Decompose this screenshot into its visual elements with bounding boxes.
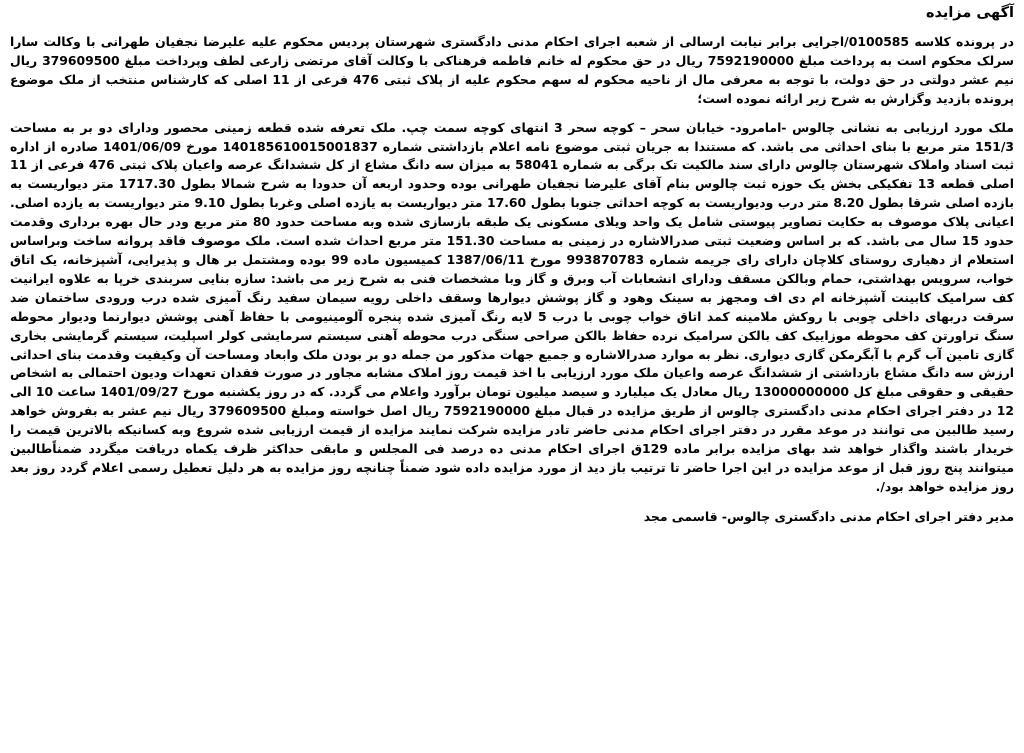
signature-line: مدیر دفتر اجرای احکام مدنی دادگستری چالوس- قاسمی مجد <box>643 508 1014 524</box>
case-summary-paragraph: در پرونده کلاسه 0100585/اجرایی برابر نیابت ارسالی از شعبه اجرای احکام مدنی دادگستری شهرستان پردیس محکوم علیه علیرضا نجفیان طهرانی با وکالت سارا سرلک محکوم است به پرداخت مبلغ 7592190000 ریال در حق محکوم له خانم فاطمه فرهناکی با وکالت آقای مرتضی زارعی لطف وپرداخت مبلغ 379609500 ریال نیم عشر دولتی در حق دولت، با توجه به معرفی مال از ناحیه محکوم له سهم محکوم علیه از پلاک ثبتی 476 فرعی از 11 اصلی که کارشناس منتخب از ملک موضوع پرونده بازدید وگزارش به شرح زیر ارائه نموده است؛ <box>10 34 1014 106</box>
property-description-paragraph: ملک مورد ارزیابی به نشانی چالوس -امامرود- خیابان سحر – کوچه سحر 3 انتهای کوچه سمت چپ. ملک تعرفه شده قطعه زمینی محصور ودارای دو بر به مساحت 151/3 متر مربع با بنای احداثی می باشد. که مستندا به جریان ثبتی موضوع نامه اعلام بازداشتی شماره 140185610015001837 مورخ 1401/06/09 صادره از اداره ثبت اسناد واملاک شهرستان چالوس دارای سند مالکیت تک برگی به شماره 58041 به میزان سه دانگ مشاع از کل ششدانگ عرصه واعیان پلاک ثبتی 476 فرعی از 11 اصلی قطعه 13 تفکیکی بخش یک حوزه ثبت چالوس بنام آقای علیرضا نجفیان طهرانی بوده وحدود اربعه آن حدودا به شرح شمالا بطول 1717.30 متر دیواریست به بازده اصلی شرقا بطول 8.20 متر درب ودیواریست به کوچه احداثی جنوبا بطول 17.60 متر دیواریست به یازده اصلی وغربا بطول 9.10 متر دیواریست به یازده اصلی. اعیانی پلاک موصوف به حکایت تصاویر پیوستی شامل یک واحد ویلای مسکونی یک طبقه بازسازی شده وبه مساحت حدود 80 متر مربع ودر حال بهره برداری وقدمت حدود 15 سال می باشد. که بر اساس وضعیت ثبتی صدرالاشاره در زمینی به مساحت 151.30 متر مربع احداث شده است. ملک موصوف فاقد پروانه ساخت وبراساس استعلام از دهیاری روستای کلاچان دارای رای جریمه شماره 993870783 مورخ 1387/06/11 کمیسیون ماده 99 بوده ومشتمل بر هال و پذیرایی، آشپزخانه، یک اتاق خواب، سرویس بهداشتی، حمام وبالکن مسقف ودارای انشعابات آب وبرق و گاز وبا مشخصات فنی به شرح زیر می باشد: سازه بنایی سربندی خرپا به علاوه ایرانیت کف سرامیک کابینت آشپزخانه ام دی اف ومجهز به سینک وهود و گاز پوشش دیوارها وسقف داخلی رویه سیمان سفید رنگ آمیزی شده درب ورودی ساختمان ضد سرقت دربهای داخلی چوبی با روکش ملامینه کمد اتاق خواب چوبی با درب 5 لایه رنگ آمیزی شده پنجره آلومینیومی با حفاظ آهنی پوشش دیوارنما ودیوار محوطه سنگ تراورتن کف محوطه موزاییک کف بالکن سرامیک نرده حفاظ بالکن صراحی سنگی درب محوطه آهنی سیستم سرمایشی کولر اسپلیت، سیستم گرمایشی بخاری گازی تامین آب گرم با آبگرمکن گازی دیواری. نظر به موارد صدرالاشاره و جمیع جهات مذکور من جمله دو بر بودن ملک وابعاد ومساحت آن وکیفیت وقدمت بنای احداثی ارزش سه دانگ مشاع بازداشتی از ششدانگ عرصه واعیان ملک مورد ارزیابی با اخذ قیمت روز املاک مشابه مجاور در صورت فقدان تعهدات ودیون احتمالی به اشخاص حقیقی و حقوقی مبلغ کل 13000000000 ریال معادل یک میلیارد و سیصد میلیون تومان برآورد واعلام می گردد. که در روز یکشنبه مورخ 1401/09/27 ساعت 10 الی 12 در دفتر اجرای احکام مدنی دادگستری چالوس از طریق مزایده در قبال مبلغ 7592190000 ریال اصل خواسته ومبلغ 379609500 ریال نیم عشر به بفروش خواهد رسید طالبین می توانند در موعد مقرر در دفتر اجرای احکام مدنی حاضر تادر مزایده شرکت نمایند مزایده از قیمت ارزیابی شده شروع وبه کسانیکه بالاترین قیمت را خریدار باشند واگذار خواهد شد بهای مزایده برابر ماده 129ق اجرای احکام مدنی ده درصد فی المجلس و مابقی حداکثر ظرف یکماه دریافت میگردد ضمناًطالبین میتوانند پنج روز قبل از موعد مزایده در این اجرا حاضر تا ترتیب باز دید از مورد مزایده داده شود ضمناً چنانچه روز مزایده به هر دلیل تعطیل رسمی اعلام گردد روز بعد روز مزایده خواهد بود/. <box>10 119 1015 494</box>
notice-title: آگهی مزایده <box>925 5 1014 21</box>
auction-notice <box>10 4 1014 526</box>
